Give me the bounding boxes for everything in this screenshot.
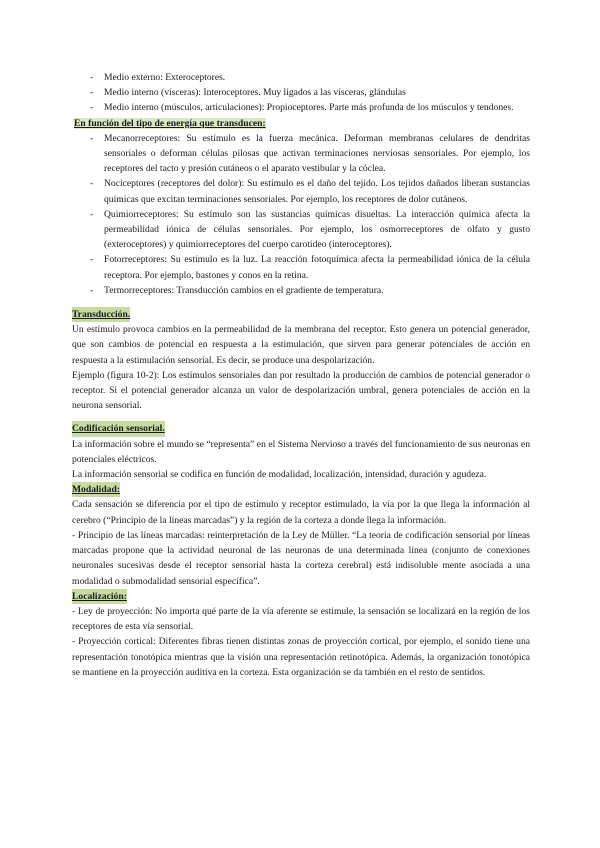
paragraph: Cada sensación se diferencia por el tipo de estímulo y receptor estimulado, la vía por la que llega la información al cerebro (“Principio de la líneas marcadas”) y la región de la corteza a donde llega la información. xyxy=(72,499,530,526)
section-heading: Transducción. xyxy=(72,307,130,322)
paragraph: - Principio de las líneas marcadas: reinterpretación de la Ley de Müller. “La teoría de codificación sensorial por líneas marcadas propone que la actividad neuronal de las neuronas de una determinada línea (conjunto de conexiones neuronales sucesivas desde el receptor sensorial hasta la corteza cerebral) está indisoluble mente asociada a una modalidad o submodalidad sensorial específica”. xyxy=(72,529,530,587)
paragraph: La información sensorial se codifica en función de modalidad, localización, intensidad, duración y agudeza. xyxy=(72,469,487,481)
modality-section xyxy=(72,482,530,588)
list-item: - Mecanorreceptores: Su estímulo es la fuerza mecánica. Deforman membranas celulares de dendritas sensoriales o deforman células pilosas que activan terminaciones nerviosas sensoriales. Por ejemplo, los receptores del tacto y presión cutáneos o el aparato vestibular y la cóclea. xyxy=(72,131,530,177)
paragraph: - Ley de proyección: No importa qué parte de la vía aferente se estimule, la sensación se localizará en la región de los receptores de esta vía sensorial. xyxy=(72,605,530,633)
list-item: - Termorreceptores: Transducción cambios en el gradiente de temperatura. xyxy=(72,283,530,298)
list-item: - Fotorreceptores: Su estímulo es la luz. La reacción fotoquímica afecta la permeabilidad iónica de la célula receptora. Por ejemplo, bastones y conos en la retina. xyxy=(72,252,530,282)
document-page xyxy=(72,70,530,680)
transduction-section xyxy=(72,307,530,413)
list-item: - Nociceptores (receptores del dolor): Su estímulo es el daño del tejido. Los tejidos dañados liberan sustancias químicas que excitan terminaciones sensoriales. Por ejemplo, los receptores de dolor cutáneos. xyxy=(72,176,530,206)
localization-section xyxy=(72,589,530,680)
receptor-location-list xyxy=(72,70,530,116)
paragraph: Ejemplo (figura 10-2): Los estímulos sensoriales dan por resultado la producción de cambios de potencial generador o receptor. Si el potencial generador alcanza un valor de despolarización umbral, genera potenciales de acción en la neurona sensorial. xyxy=(72,369,530,412)
section-heading: Modalidad: xyxy=(72,482,120,497)
energy-type-list xyxy=(72,131,530,298)
energy-type-heading: En función del tipo de energía que transducen: xyxy=(74,117,266,129)
sensory-coding-section xyxy=(72,421,530,482)
list-item: - Medio interno (músculos, articulaciones): Propioceptores. Parte más profunda de los músculos y tendones. xyxy=(72,100,530,115)
section-heading: Localización: xyxy=(72,589,127,604)
section-heading: Codificación sensorial. xyxy=(72,421,165,436)
list-item: - Medio externo: Exteroceptores. xyxy=(72,70,530,85)
paragraph: La información sobre el mundo se “representa” en el Sistema Nervioso a través del funcionamiento de sus neuronas en potenciales eléctricos. xyxy=(72,438,530,465)
list-item: - Medio interno (vísceras): Interoceptores. Muy ligados a las vísceras, glándulas xyxy=(72,85,530,100)
paragraph: - Proyección cortical: Diferentes fibras tienen distintas zonas de proyección cortical, por ejemplo, el sonido tiene una representación tonotópica mientras que la visión una representación retinotópica. Además, la organización tonotópica se mantiene en la proyección auditiva en la corteza. Esta organización se da también en el resto de sentidos. xyxy=(72,636,530,678)
list-item: - Quimiorreceptores: Su estímulo son las sustancias químicas disueltas. La interacción química afecta la permeabilidad iónica de células sensoriales. Por ejemplo, los osmorreceptores de olfato y gusto (exteroceptores) y quimiorreceptores del cuerpo carotideo (interoceptores). xyxy=(72,207,530,253)
paragraph: Un estímulo provoca cambios en la permeabilidad de la membrana del receptor. Esto genera un potencial generador, que son cambios de potencial en respuesta a la estimulación, que sirven para generar potenciales de acción en respuesta a la estimulación sensorial. Es decir, se produce una despolarización. xyxy=(72,324,530,366)
